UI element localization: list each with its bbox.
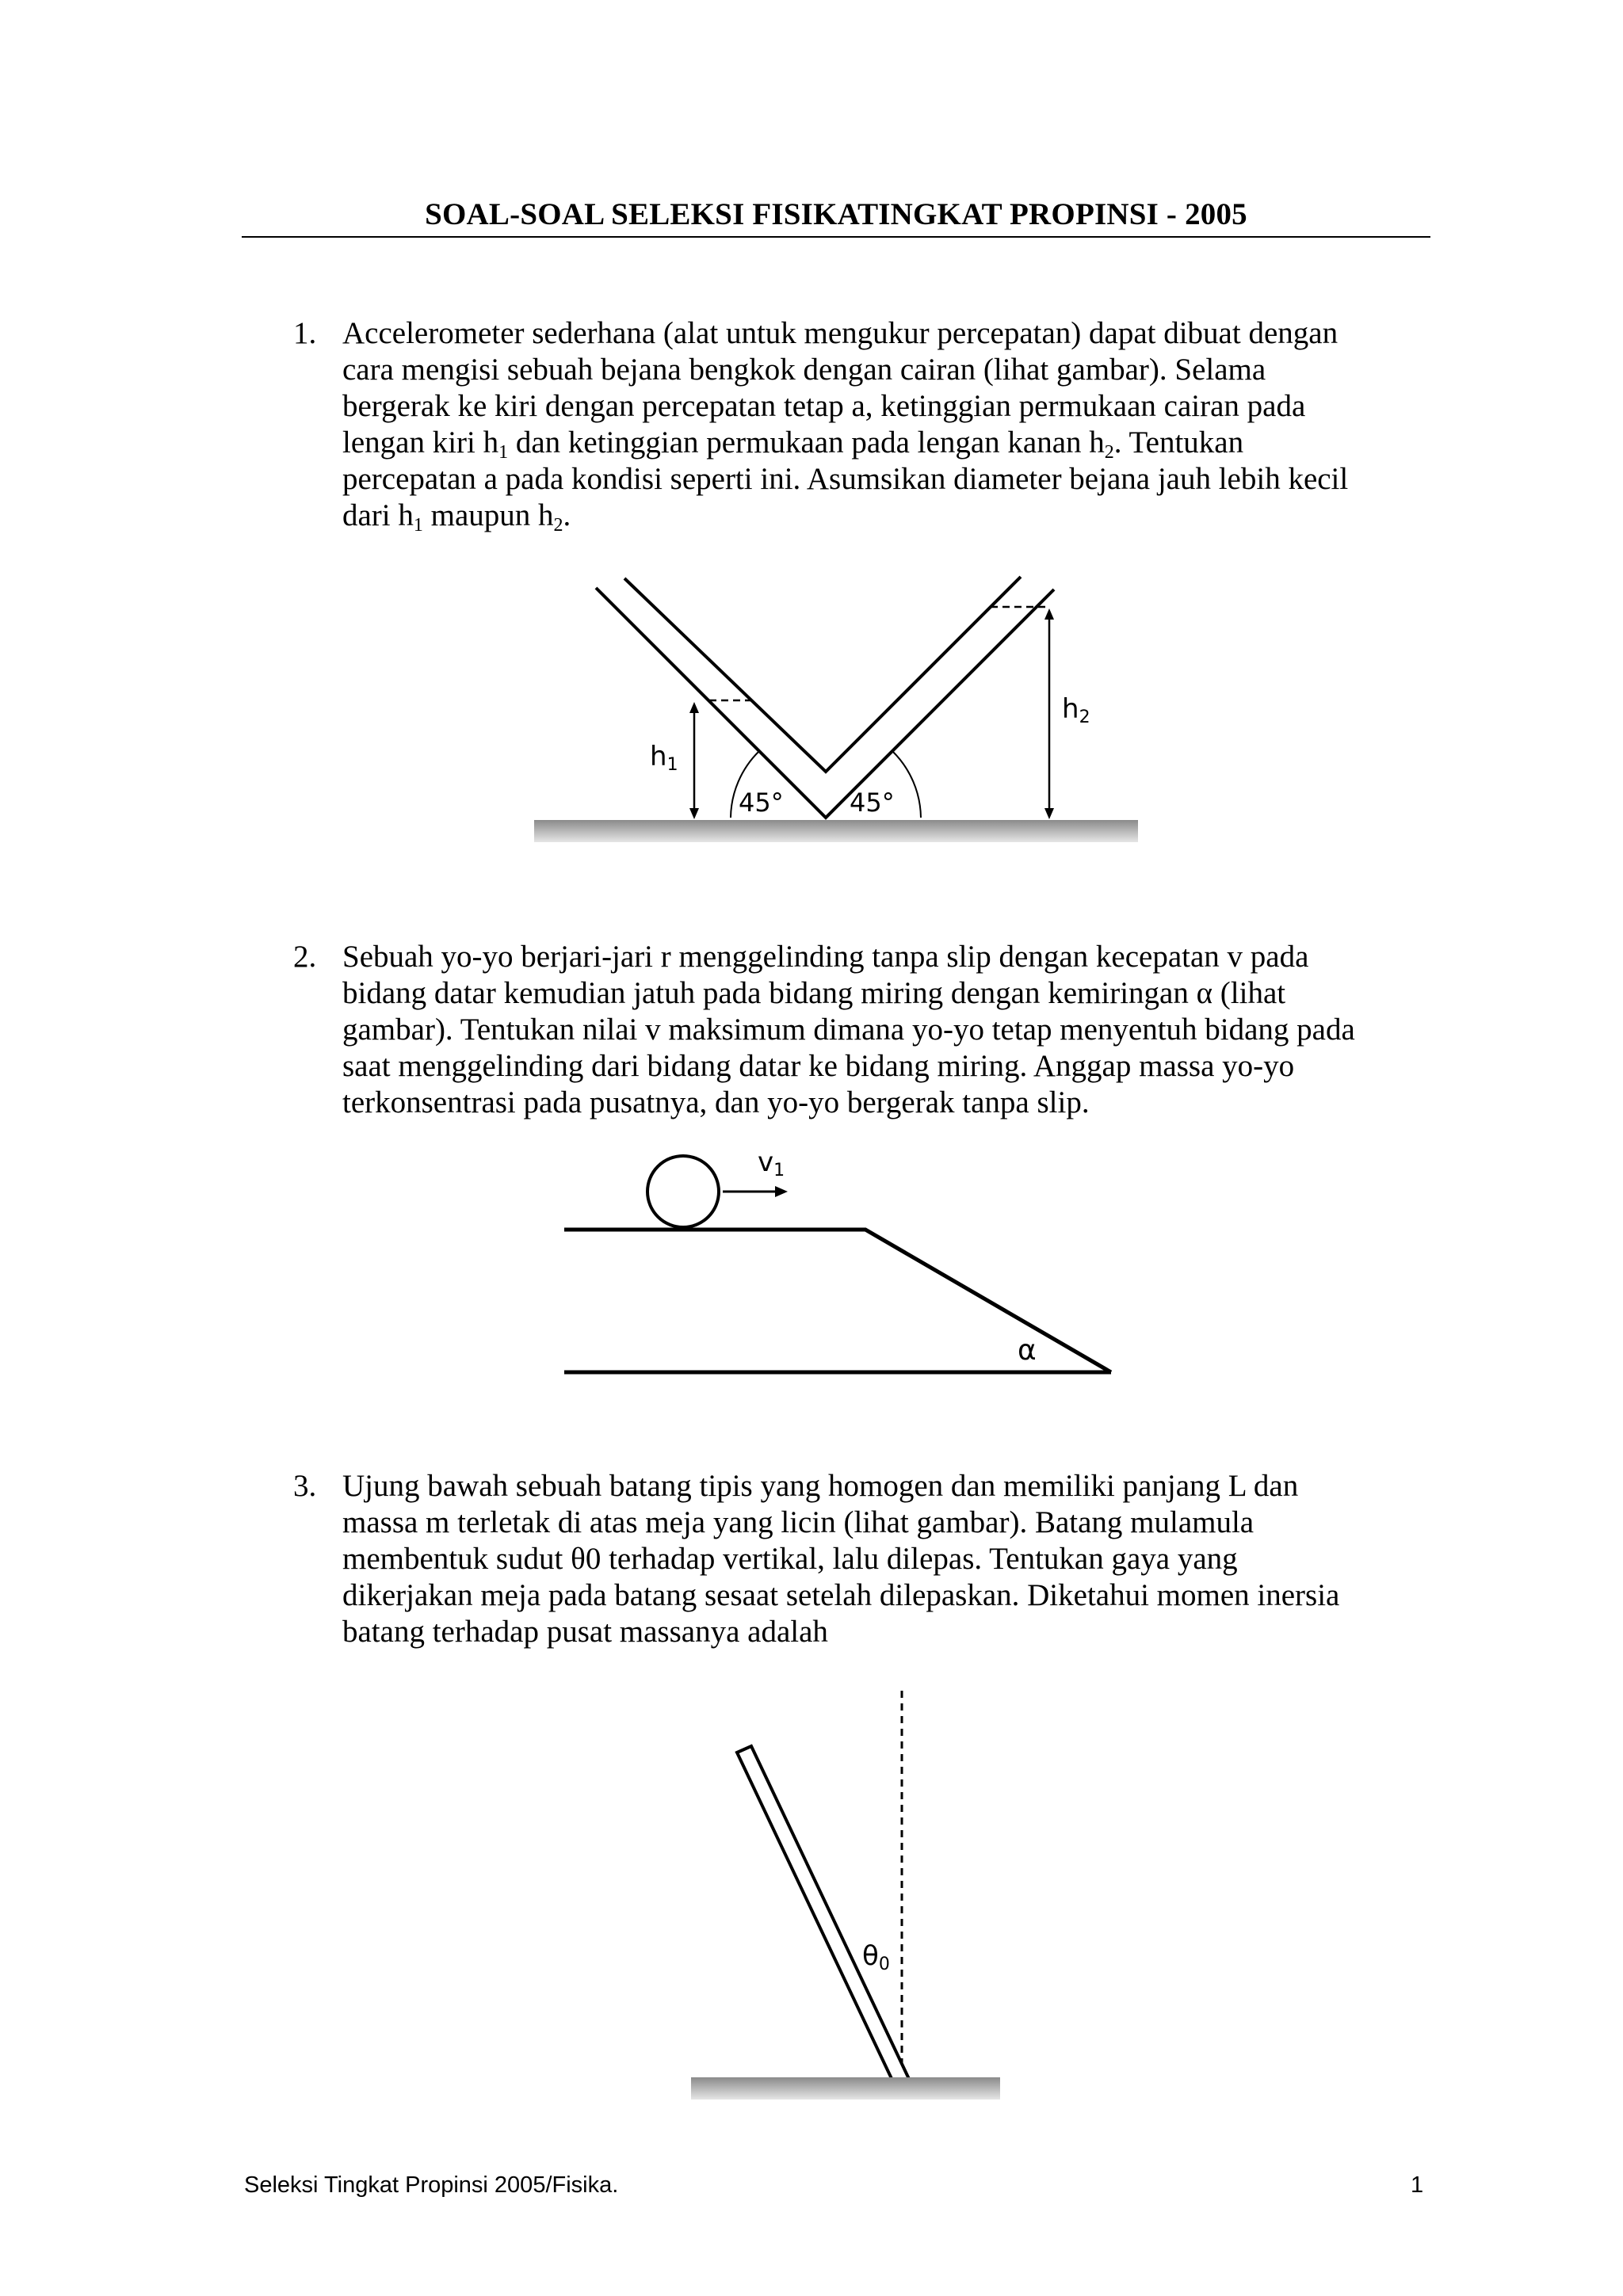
velocity-arrow-head xyxy=(775,1186,788,1197)
text-line: percepatan a pada kondisi seperti ini. Asumsikan diameter bejana jauh lebih kecil xyxy=(342,462,1349,496)
question-text xyxy=(342,1468,1436,1650)
alpha-label: α xyxy=(1018,1334,1037,1367)
text-line: lengan kiri $h_1$ dan ketinggian permukaan pada lengan kanan $h_2$. Tentukan xyxy=(342,425,1244,463)
yoyo-circle xyxy=(647,1156,719,1227)
angle-label-right: 45° xyxy=(850,788,895,818)
question-text xyxy=(342,315,1436,534)
text-line: massa m terletak di atas meja yang licin (lihat gambar). Batang mulamula xyxy=(342,1505,1254,1539)
text-line: Ujung bawah sebuah batang tipis yang homogen dan memiliki panjang L dan xyxy=(342,1469,1299,1503)
theta-label: θ0 xyxy=(862,1940,890,1974)
text-line: bidang datar kemudian jatuh pada bidang miring dengan kemiringan α (lihat xyxy=(342,976,1286,1010)
text-line: batang terhadap pusat massanya adalah xyxy=(342,1615,828,1649)
h1-label: h1 xyxy=(650,741,678,775)
velocity-label: v1 xyxy=(758,1146,785,1180)
h2-arrow-head-bottom xyxy=(1044,808,1054,819)
rod-on-table-figure xyxy=(682,1680,1014,2107)
h1-arrow-head-top xyxy=(689,702,699,713)
h1-arrow-head-bottom xyxy=(689,808,699,819)
page-number: 1 xyxy=(1411,2172,1424,2198)
angle-label-left: 45° xyxy=(739,788,784,818)
accelerometer-figure xyxy=(523,563,1157,856)
question-text xyxy=(342,939,1436,1121)
text-line: bergerak ke kiri dengan percepatan tetap a, ketinggian permukaan cairan pada xyxy=(342,389,1306,423)
header-divider xyxy=(242,236,1430,238)
text-line: terkonsentrasi pada pusatnya, dan yo-yo bergerak tanpa slip. xyxy=(342,1085,1090,1119)
angle-arc-right xyxy=(892,751,921,818)
page-title: SOAL-SOAL SELEKSI FISIKATINGKAT PROPINSI - 2005 xyxy=(425,197,1247,231)
text-line: cara mengisi sebuah bejana bengkok dengan cairan (lihat gambar). Selama xyxy=(342,353,1266,387)
rod xyxy=(737,1746,909,2085)
question-number: 2. xyxy=(293,940,317,974)
question-number: 1. xyxy=(293,316,317,350)
text-line: saat menggelinding dari bidang datar ke bidang miring. Anggap massa yo-yo xyxy=(342,1049,1295,1083)
question-number: 3. xyxy=(293,1469,317,1503)
table-surface xyxy=(691,2077,1000,2100)
h2-arrow-head-top xyxy=(1044,608,1054,620)
h2-label: h2 xyxy=(1062,693,1090,727)
yoyo-incline-figure xyxy=(555,1141,1125,1379)
footer-text: Seleksi Tingkat Propinsi 2005/Fisika. xyxy=(244,2172,619,2198)
text-line: dikerjakan meja pada batang sesaat setelah dilepaskan. Diketahui momen inersia xyxy=(342,1578,1340,1612)
text-line: Accelerometer sederhana (alat untuk mengukur percepatan) dapat dibuat dengan xyxy=(342,316,1338,350)
text-line: gambar). Tentukan nilai v maksimum dimana yo-yo tetap menyentuh bidang pada xyxy=(342,1013,1355,1047)
text-line: Sebuah yo-yo berjari-jari r menggelinding tanpa slip dengan kecepatan v pada xyxy=(342,940,1309,974)
text-line: membentuk sudut θ0 terhadap vertikal, lalu dilepas. Tentukan gaya yang xyxy=(342,1542,1238,1576)
ground-surface xyxy=(534,820,1138,842)
text-line: dari $h_1$ maupun $h_2$. xyxy=(342,498,571,536)
tube-outer-wall xyxy=(596,588,1054,818)
